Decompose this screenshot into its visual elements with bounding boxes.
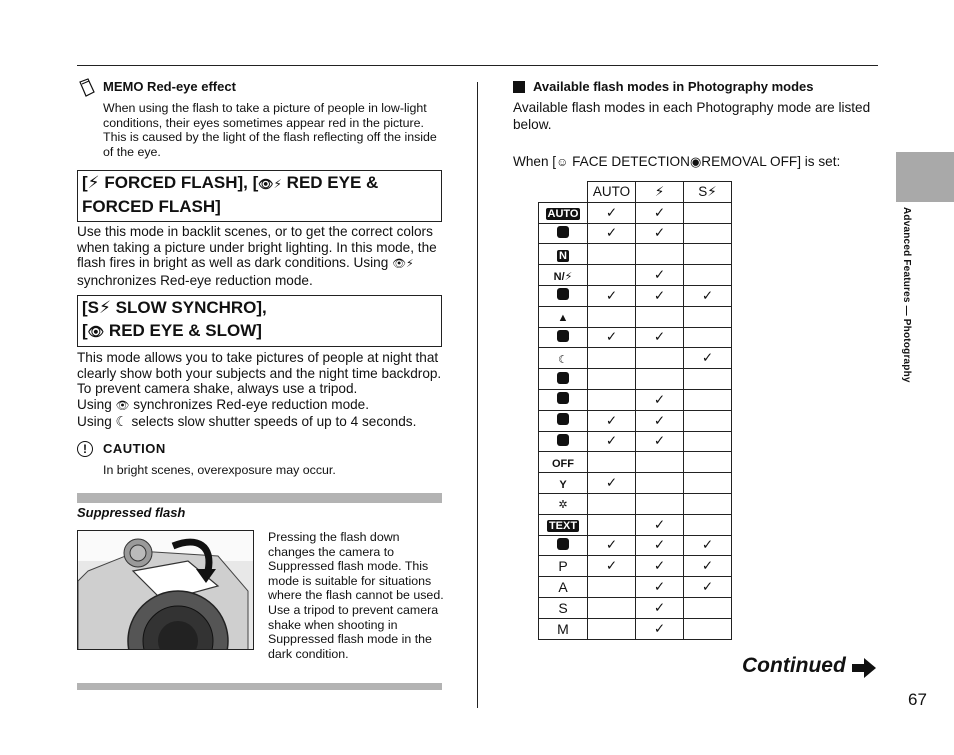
check-cell [588, 369, 636, 390]
check-cell [684, 202, 732, 223]
mode-label: A [558, 579, 568, 596]
flash-off-icon [539, 452, 588, 473]
table-row [539, 369, 732, 390]
red-eye-flash-icon: 👁⚡ [258, 177, 282, 191]
natural-flash-icon [539, 223, 588, 244]
check-cell: ✓ [588, 535, 636, 556]
mode-label [557, 392, 569, 404]
check-cell: ✓ [636, 223, 684, 244]
arrow-right-icon [851, 657, 877, 679]
check-cell [684, 369, 732, 390]
memo-title: MEMO Red-eye effect [103, 79, 236, 94]
check-cell: ✓ [636, 431, 684, 452]
check-cell [684, 452, 732, 473]
night-icon: ☾ [115, 414, 128, 430]
portrait-icon [539, 285, 588, 306]
mode-label: ✲ [558, 499, 568, 512]
memo-body: When using the flash to take a picture of people in low-light conditions, their eyes sometimes appear red in the picture. This is caused by the light of the flash reflecting off the inside of the eye. [103, 101, 437, 159]
check-cell [684, 473, 732, 494]
flower-icon [539, 493, 588, 514]
check-cell: ✓ [684, 577, 732, 598]
check-cell [588, 618, 636, 639]
check-cell [684, 410, 732, 431]
flash-modes-table [538, 181, 732, 640]
check-cell: ✓ [588, 223, 636, 244]
check-cell [636, 493, 684, 514]
check-cell: ✓ [636, 514, 684, 535]
check-cell: ✓ [636, 285, 684, 306]
mode-label: N [559, 249, 567, 262]
check-cell: ✓ [636, 202, 684, 223]
check-cell: ✓ [588, 473, 636, 494]
check-cell [684, 431, 732, 452]
forced-flash-line2: FORCED FLASH] [82, 196, 221, 216]
check-cell [588, 514, 636, 535]
night-icon [539, 348, 588, 369]
eye-icon: ◉ [689, 154, 702, 169]
check-cell [588, 597, 636, 618]
check-cell [684, 493, 732, 514]
top-rule [77, 65, 878, 66]
table-row [539, 223, 732, 244]
mode-label: P [558, 558, 568, 575]
check-cell: ✓ [636, 618, 684, 639]
mode-label [557, 372, 569, 384]
red-eye-slow-label: RED EYE & SLOW] [104, 320, 262, 340]
slow-synchro-paragraph [77, 350, 449, 430]
check-cell [684, 597, 732, 618]
landscape-icon [539, 306, 588, 327]
sport-icon [539, 327, 588, 348]
check-cell [684, 223, 732, 244]
auction-icon [539, 535, 588, 556]
sunset-icon [539, 389, 588, 410]
mode-label [557, 288, 569, 300]
natural-light-icon [539, 244, 588, 265]
check-cell [684, 389, 732, 410]
slow-synchro-label: SLOW SYNCHRO], [110, 298, 267, 317]
check-cell [588, 577, 636, 598]
check-cell [588, 265, 636, 286]
flash-icon: ⚡ [87, 173, 100, 192]
mode-label [539, 597, 588, 618]
caution-icon: ! [77, 441, 93, 457]
face-detection-icon: ☺ [556, 155, 569, 169]
bracket-open: [ [82, 320, 88, 340]
removal-off-label: REMOVAL OFF] is set: [701, 154, 841, 169]
page-number: 67 [908, 690, 927, 709]
continued-label: Continued [742, 654, 846, 677]
check-cell [588, 452, 636, 473]
check-cell: ✓ [636, 327, 684, 348]
table-row [539, 327, 732, 348]
red-eye-slow-icon: 👁 [115, 399, 130, 412]
table-row [539, 535, 732, 556]
mode-label: ☾ [558, 353, 568, 366]
mode-label: M [557, 620, 569, 637]
forced-flash-paragraph [77, 224, 445, 288]
table-row [539, 265, 732, 286]
memo-icon [78, 78, 96, 98]
table-header-cell: S⚡ [684, 182, 732, 203]
table-row [539, 618, 732, 639]
table-row [539, 389, 732, 410]
suppressed-flash-body: Pressing the flash down changes the camera to Suppressed flash mode. This mode is suitable for situations where the flash cannot be used. Use a tripod to prevent camera shake when shooting in Suppressed flash mode in the dark condition. [268, 530, 444, 661]
camera-drawing [78, 531, 254, 650]
check-cell: ✓ [684, 556, 732, 577]
mode-label [539, 556, 588, 577]
mode-label [557, 434, 569, 446]
available-body: Available flash modes in each Photography mode are listed below. [513, 100, 871, 132]
section-bar-bottom [77, 683, 442, 690]
check-cell [636, 306, 684, 327]
snow-icon [539, 410, 588, 431]
mode-label: OFF [552, 457, 574, 470]
check-cell: ✓ [636, 410, 684, 431]
fireworks-icon [539, 369, 588, 390]
check-cell [588, 306, 636, 327]
side-section-label: Advanced Features — Photography [901, 207, 912, 383]
check-cell [684, 244, 732, 265]
mode-label: Y [559, 478, 567, 491]
check-cell: ✓ [588, 410, 636, 431]
check-cell [684, 306, 732, 327]
camera-illustration [77, 530, 254, 650]
column-divider [477, 82, 478, 708]
check-cell [588, 244, 636, 265]
check-cell [636, 452, 684, 473]
check-cell: ✓ [636, 389, 684, 410]
check-cell: ✓ [588, 431, 636, 452]
mode-label [539, 618, 588, 639]
party-icon [539, 473, 588, 494]
check-cell: ✓ [684, 285, 732, 306]
text-icon [539, 514, 588, 535]
mode-label: S [558, 599, 568, 616]
check-cell: ✓ [636, 577, 684, 598]
slow-synchro-text: This mode allows you to take pictures of people at night that clearly show both your subjects and the night time backdrop. To prevent camera shake, always use a tripod. [77, 350, 442, 397]
caution-title: CAUTION [103, 441, 166, 456]
section-square-icon [513, 81, 525, 93]
table-row [539, 410, 732, 431]
mode-label: AUTO [547, 208, 579, 221]
mode-label: N/⚡ [553, 270, 573, 283]
table-header-cell [539, 182, 588, 203]
check-cell [588, 389, 636, 410]
mode-label [557, 330, 569, 342]
using-text-end: synchronizes Red-eye reduction mode. [129, 396, 370, 412]
auto-mode-icon [539, 202, 588, 223]
check-cell: ✓ [588, 556, 636, 577]
table-row [539, 556, 732, 577]
table-row [539, 577, 732, 598]
mode-label [557, 538, 569, 550]
mode-label: ▲ [557, 312, 569, 325]
table-header-cell: AUTO [588, 182, 636, 203]
red-eye-slow-icon: 👁 [87, 323, 105, 339]
check-cell: ✓ [636, 535, 684, 556]
check-cell [588, 348, 636, 369]
using-text: Using [77, 414, 116, 430]
forced-flash-label: FORCED FLASH], [ [99, 173, 259, 192]
forced-flash-text-end: synchronizes Red-eye reduction mode. [77, 272, 313, 288]
table-row [539, 285, 732, 306]
check-cell: ✓ [588, 285, 636, 306]
table-row [539, 431, 732, 452]
natural-light-with-flash-icon [539, 265, 588, 286]
bracket-open: [ [82, 298, 88, 317]
check-cell: ✓ [636, 597, 684, 618]
using-text-end: selects slow shutter speeds of up to 4 seconds. [127, 414, 417, 430]
face-detection-label: FACE DETECTION [568, 154, 690, 169]
table-row [539, 493, 732, 514]
table-header-cell: ⚡ [636, 182, 684, 203]
check-cell: ✓ [684, 535, 732, 556]
check-cell [636, 348, 684, 369]
check-cell [636, 473, 684, 494]
suppressed-flash-title: Suppressed flash [77, 505, 186, 520]
when-text: When [ [513, 154, 557, 169]
table-row [539, 597, 732, 618]
table-row [539, 473, 732, 494]
check-cell [588, 493, 636, 514]
check-cell: ✓ [588, 202, 636, 223]
red-eye-label: RED EYE & [281, 173, 379, 192]
slow-synchro-heading [77, 295, 442, 347]
check-cell [684, 618, 732, 639]
table-row [539, 306, 732, 327]
table-row [539, 452, 732, 473]
bracket-open: [ [82, 173, 88, 192]
slow-synchro-icon: S⚡ [87, 298, 111, 317]
check-cell [684, 514, 732, 535]
mode-label [539, 577, 588, 598]
mode-label [557, 413, 569, 425]
check-cell [684, 327, 732, 348]
table-row [539, 514, 732, 535]
red-eye-flash-icon: 👁⚡ [392, 258, 414, 271]
mode-label: TEXT [548, 520, 578, 533]
table-row [539, 244, 732, 265]
beach-icon [539, 431, 588, 452]
table-header-row [539, 182, 732, 203]
check-cell: ✓ [588, 327, 636, 348]
check-cell: ✓ [636, 265, 684, 286]
mode-label [557, 226, 569, 238]
check-cell [636, 244, 684, 265]
check-cell [636, 369, 684, 390]
forced-flash-text: Use this mode in backlit scenes, or to get the correct colors when taking a picture under bright lighting. In this mode, the flash fires in bright as well as dark conditions. Using [77, 224, 437, 271]
table-row [539, 348, 732, 369]
check-cell [684, 265, 732, 286]
check-cell: ✓ [636, 556, 684, 577]
table-row [539, 202, 732, 223]
check-cell: ✓ [684, 348, 732, 369]
when-line [513, 154, 840, 170]
available-title: Available flash modes in Photography modes [533, 79, 814, 94]
forced-flash-heading [77, 170, 442, 222]
section-bar [77, 493, 442, 503]
section-tab [896, 152, 954, 202]
caution-body: In bright scenes, overexposure may occur. [103, 463, 336, 477]
using-text: Using [77, 396, 116, 412]
